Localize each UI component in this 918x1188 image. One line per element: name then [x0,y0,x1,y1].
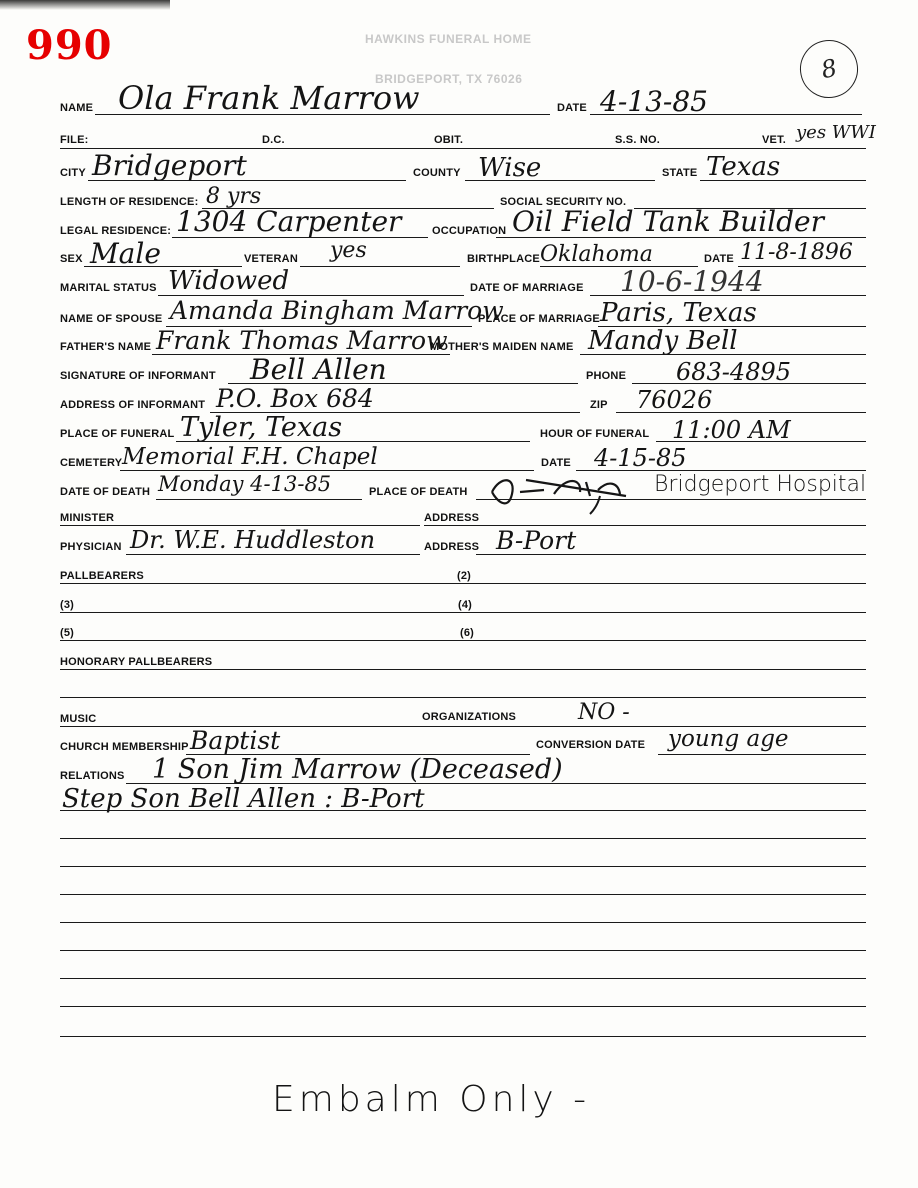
phone-label: PHONE [586,370,627,382]
relations-entry-1: 1 Son Jim Marrow (Deceased) [152,754,563,785]
county-label: COUNTY [413,167,461,179]
honorary-pallbearers-label: HONORARY PALLBEARERS [60,656,213,668]
marital-status-value: Widowed [168,266,290,296]
mother-maiden-value: Mandy Bell [588,326,738,356]
organizations-value: NO - [578,700,630,725]
physician-line [126,554,420,555]
conversion-date-label: CONVERSION DATE [536,739,646,751]
church-membership-label: CHURCH MEMBERSHIP [60,741,189,753]
informant-signature-value: Bell Allen [250,353,387,386]
pallbearers-line-1 [60,583,866,584]
bleed-through-text: BRIDGEPORT, TX 76026 [375,72,523,86]
vet-label: VET. [762,134,787,146]
blank-line [60,838,866,839]
cemetery-date-value: 4-15-85 [594,444,687,472]
honorary-line-1 [60,669,866,670]
legal-residence-label: LEGAL RESIDENCE: [60,225,172,237]
length-of-residence-label: LENGTH OF RESIDENCE: [60,196,199,208]
city-value: Bridgeport [92,149,247,182]
date-of-marriage-value: 10-6-1944 [620,265,764,298]
minister-label: MINISTER [60,512,115,524]
birthplace-label: BIRTHPLACE [467,253,540,265]
physician-value: Dr. W.E. Huddleston [130,526,376,554]
vet-value: yes WWI [796,122,876,143]
mother-maiden-label: MOTHER'S MAIDEN NAME [430,341,574,353]
spouse-label: NAME OF SPOUSE [60,313,163,325]
blank-line [60,922,866,923]
pallbearer-6-label: (6) [460,627,475,639]
place-of-funeral-value: Tyler, Texas [180,412,343,443]
occupation-label: OCCUPATION [432,225,507,237]
conversion-date-value: young age [668,726,789,752]
pallbearer-3-label: (3) [60,599,75,611]
occupation-value: Oil Field Tank Builder [512,205,824,238]
birth-date-value: 11-8-1896 [740,240,853,265]
pallbearer-2-label: (2) [457,570,472,582]
cemetery-value: Memorial F.H. Chapel [122,444,378,470]
blank-line [60,978,866,979]
veteran-line [300,266,460,267]
place-of-marriage-value: Paris, Texas [600,298,757,328]
relations-label: RELATIONS [60,770,125,782]
date-value: 4-13-85 [600,85,708,118]
phone-value: 683-4895 [676,358,791,386]
place-of-funeral-label: PLACE OF FUNERAL [60,428,175,440]
legal-residence-value: 1304 Carpenter [176,205,402,238]
zip-label: ZIP [590,399,608,411]
pallbearers-label: PALLBEARERS [60,570,144,582]
minister-address-label: ADDRESS [424,512,480,524]
bleed-through-text: HAWKINS FUNERAL HOME [365,32,532,46]
cemetery-label: CEMETERY [60,457,123,469]
name-value: Ola Frank Marrow [118,79,420,117]
sex-value: Male [90,237,161,270]
minister-address-line [424,525,866,526]
relations-entry-2: Step Son Bell Allen : B-Port [62,784,425,814]
date-of-death-label: DATE OF DEATH [60,486,151,498]
place-of-marriage-label: PLACE OF MARRIAGE [478,313,600,325]
informant-signature-label: SIGNATURE OF INFORMANT [60,370,216,382]
conversion-date-line [658,754,866,755]
dc-label: D.C. [262,134,285,146]
footer-handwritten-note: Embalm Only - [272,1079,591,1120]
pallbearer-5-label: (5) [60,627,75,639]
date-of-death-value: Monday 4-13-85 [158,472,332,496]
cemetery-date-label: DATE [541,457,571,469]
file-label: FILE: [60,134,89,146]
date-of-death-line [156,499,362,500]
place-of-death-label: PLACE OF DEATH [369,486,468,498]
hour-of-funeral-value: 11:00 AM [672,416,791,444]
corner-circled-note: 8 [795,35,864,104]
blank-line [60,894,866,895]
obit-label: OBIT. [434,134,464,146]
record-number-stamp: 990 [26,22,113,69]
hour-of-funeral-label: HOUR OF FUNERAL [540,428,650,440]
father-value: Frank Thomas Marrow [156,326,448,355]
spouse-value: Amanda Bingham Marrow [170,296,504,325]
physician-address-value: B-Port [496,526,577,555]
cemetery-line [120,470,534,471]
physician-label: PHYSICIAN [60,541,122,553]
date-label: DATE [557,102,587,114]
zip-value: 76026 [636,386,713,414]
pallbearer-4-label: (4) [458,599,473,611]
honorary-line-2 [60,697,866,698]
organizations-label: ORGANIZATIONS [422,711,517,723]
birth-date-label: DATE [704,253,734,265]
pallbearers-line-3 [60,640,866,641]
blank-line [60,1006,866,1007]
social-security-label: SOCIAL SECURITY NO. [500,196,627,208]
church-membership-value: Baptist [190,726,281,755]
length-of-residence-value: 8 yrs [206,184,262,209]
place-of-death-value: Bridgeport Hospital [654,472,867,497]
pallbearers-line-2 [60,612,866,613]
county-value: Wise [478,153,542,183]
sex-label: SEX [60,253,83,265]
scan-edge-shadow [0,0,170,10]
blank-line [60,1036,866,1037]
physician-address-label: ADDRESS [424,541,480,553]
blank-line [60,950,866,951]
name-label: NAME [60,102,94,114]
birthplace-value: Oklahoma [540,242,653,267]
ss-no-label: S.S. NO. [615,134,660,146]
informant-address-value: P.O. Box 684 [216,384,374,413]
marital-status-label: MARITAL STATUS [60,282,157,294]
state-value: Texas [706,152,781,182]
music-label: MUSIC [60,713,97,725]
veteran-value: yes [330,238,367,263]
date-of-marriage-label: DATE OF MARRIAGE [470,282,584,294]
struck-out-scribble [486,470,636,516]
father-label: FATHER'S NAME [60,341,152,353]
informant-address-label: ADDRESS OF INFORMANT [60,399,206,411]
veteran-label: VETERAN [244,253,298,265]
state-label: STATE [662,167,698,179]
city-label: CITY [60,167,86,179]
blank-line [60,866,866,867]
